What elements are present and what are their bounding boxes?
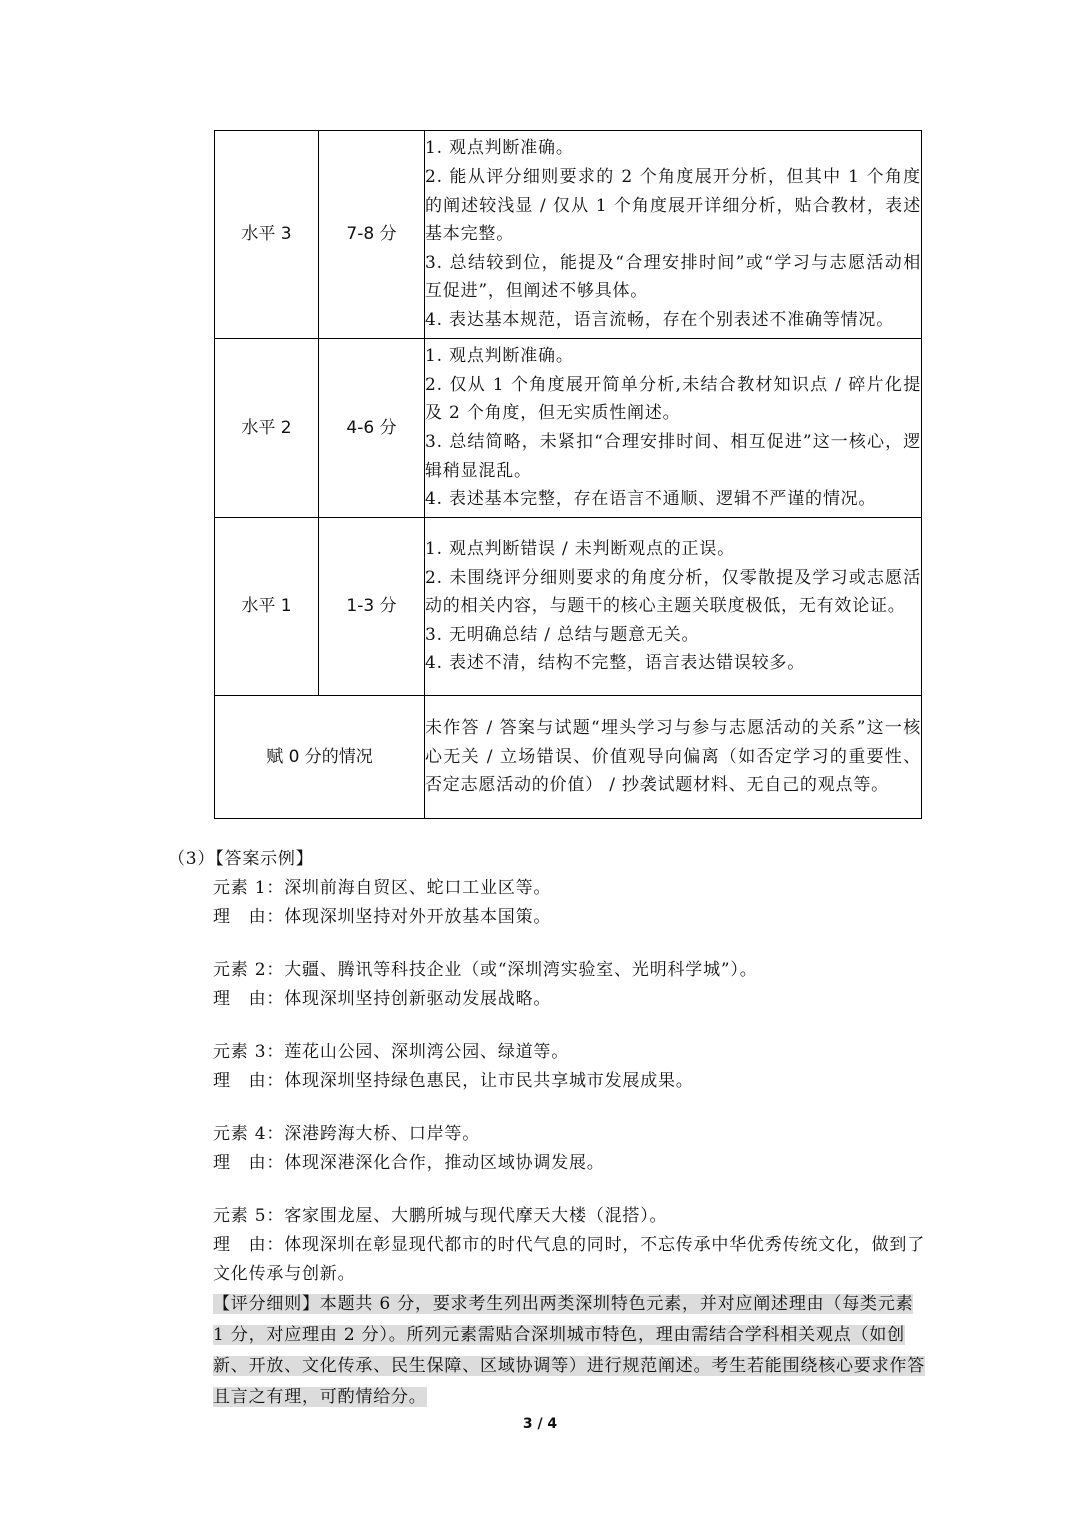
section-heading: （3）【答案示例】 bbox=[168, 849, 314, 869]
criteria-line: 2. 未围绕评分细则要求的角度分析，仅零散提及学习或志愿活动的相关内容，与题干的核心主题关联度极低，无有效论证。 bbox=[425, 567, 921, 617]
answer-item bbox=[213, 874, 928, 932]
criteria-cell bbox=[425, 518, 922, 696]
reason-line: 理 由：体现深圳坚持创新驱动发展战略。 bbox=[213, 989, 552, 1009]
reason-line: 理 由：体现深港深化合作，推动区域协调发展。 bbox=[213, 1153, 605, 1173]
criteria-line: 3. 无明确总结 / 总结与题意无关。 bbox=[425, 624, 700, 645]
criteria-line: 4. 表述不清，结构不完整，语言表达错误较多。 bbox=[425, 653, 806, 674]
criteria-line: 2. 能从评分细则要求的 2 个角度展开分析，但其中 1 个角度的阐述较浅显 / 仅从 1 个角度展开详细分析，贴合教材，表述基本完整。 bbox=[425, 167, 921, 245]
scoring-rule-box bbox=[213, 1289, 928, 1413]
criteria-line: 1. 观点判断准确。 bbox=[425, 346, 574, 367]
reason-line: 理 由：体现深圳坚持绿色惠民，让市民共享城市发展成果。 bbox=[213, 1071, 694, 1091]
level-cell: 水平 3 bbox=[215, 131, 319, 339]
answer-item bbox=[213, 1202, 928, 1289]
answer-item bbox=[213, 1038, 928, 1096]
element-line: 元素 4：深港跨海大桥、口岸等。 bbox=[213, 1124, 481, 1144]
criteria-line: 3. 总结较到位，能提及“合理安排时间”或“学习与志愿活动相互促进”，但阐述不够具体。 bbox=[425, 252, 921, 302]
answer-example-section bbox=[168, 845, 928, 1413]
criteria-line: 2. 仅从 1 个角度展开简单分析,未结合教材知识点 / 碎片化提及 2 个角度，但无实质性阐述。 bbox=[425, 374, 921, 424]
table-row bbox=[215, 696, 922, 819]
table-row bbox=[215, 518, 922, 696]
scoring-rule-text: 【评分细则】本题共 6 分，要求考生列出两类深圳特色元素，并对应阐述理由（每类元素 1 分，对应理由 2 分）。所列元素需贴合深圳城市特色，理由需结合学科相关观点（如创新、开放、文化传承、民生保障、区域协调等）进行规范阐述。考生若能围绕核心要求作答且言之有理，可酌情给分。 bbox=[213, 1294, 925, 1407]
level-cell: 水平 2 bbox=[215, 339, 319, 518]
criteria-cell bbox=[425, 131, 922, 339]
element-line: 元素 2：大疆、腾讯等科技企业（或“深圳湾实验室、光明科学城”）。 bbox=[213, 960, 758, 980]
reason-line: 理 由：体现深圳坚持对外开放基本国策。 bbox=[213, 907, 552, 927]
page-number: 3 / 4 bbox=[522, 1416, 558, 1432]
scoring-rubric-table bbox=[214, 130, 922, 819]
criteria-line: 4. 表述基本完整，存在语言不通顺、逻辑不严谨的情况。 bbox=[425, 489, 877, 510]
score-cell: 1-3 分 bbox=[319, 518, 425, 696]
table-row bbox=[215, 339, 922, 518]
answer-item bbox=[213, 1120, 928, 1178]
element-line: 元素 1：深圳前海自贸区、蛇口工业区等。 bbox=[213, 878, 552, 898]
zero-score-label: 赋 0 分的情况 bbox=[215, 696, 425, 819]
reason-line: 理 由：体现深圳在彰显现代都市的时代气息的同时，不忘传承中华优秀传统文化，做到了文化传承与创新。 bbox=[213, 1235, 925, 1284]
table-row bbox=[215, 131, 922, 339]
zero-score-description: 未作答 / 答案与试题“埋头学习与参与志愿活动的关系”这一核心无关 / 立场错误、价值观导向偏离（如否定学习的重要性、否定志愿活动的价值） / 抄袭试题材料、无自己的观点等。 bbox=[425, 696, 922, 819]
level-cell: 水平 1 bbox=[215, 518, 319, 696]
criteria-line: 4. 表达基本规范，语言流畅，存在个别表述不准确等情况。 bbox=[425, 309, 895, 330]
criteria-line: 3. 总结简略，未紧扣“合理安排时间、相互促进”这一核心，逻辑稍显混乱。 bbox=[425, 432, 921, 481]
score-cell: 7-8 分 bbox=[319, 131, 425, 339]
element-line: 元素 5：客家围龙屋、大鹏所城与现代摩天大楼（混搭）。 bbox=[213, 1206, 668, 1226]
score-cell: 4-6 分 bbox=[319, 339, 425, 518]
criteria-line: 1. 观点判断错误 / 未判断观点的正误。 bbox=[425, 539, 735, 560]
answer-item bbox=[213, 956, 928, 1014]
element-line: 元素 3：莲花山公园、深圳湾公园、绿道等。 bbox=[213, 1042, 570, 1062]
criteria-line: 1. 观点判断准确。 bbox=[425, 138, 574, 159]
criteria-cell bbox=[425, 339, 922, 518]
